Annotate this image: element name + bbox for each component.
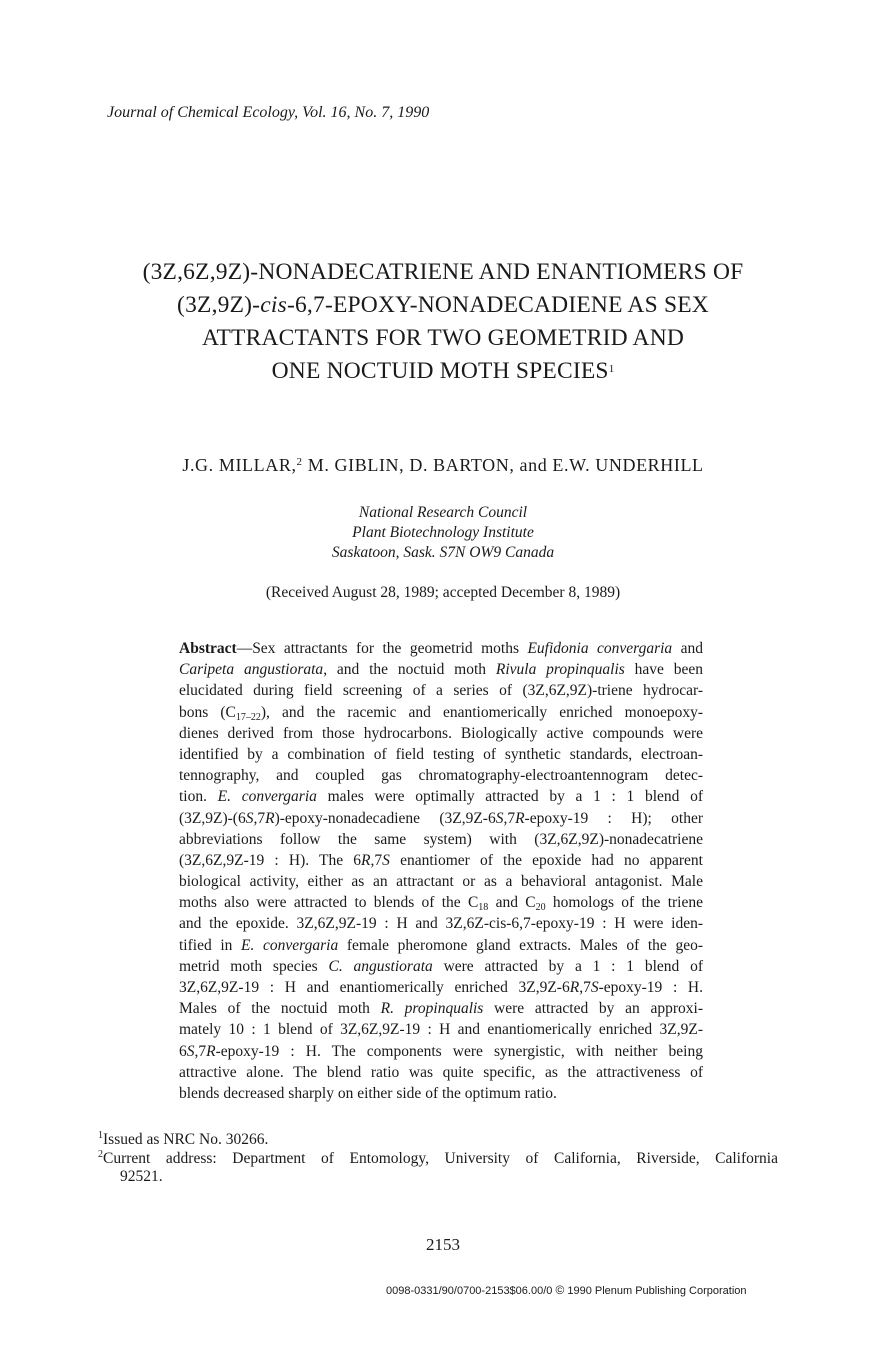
abstract-line	[179, 892, 703, 913]
abstract	[179, 638, 703, 1104]
title-line-2-italic: cis	[260, 292, 287, 318]
title-line-4	[60, 355, 826, 388]
subscript: 20	[535, 902, 546, 914]
title-footnote-mark: 1	[608, 363, 615, 375]
abstract-text: tified in	[179, 936, 242, 954]
abstract-text: tion.	[179, 788, 218, 806]
abstract-line	[179, 786, 703, 807]
author-list	[60, 455, 826, 476]
title-line-4-text: ONE NOCTUID MOTH SPECIES	[271, 358, 609, 384]
species-name: R. propinqualis	[380, 1000, 484, 1018]
stereo-descriptor: S	[495, 809, 504, 827]
abstract-line: dienes derived from those hydrocarbons. Biologically active compounds were	[179, 724, 703, 742]
abstract-text: males were optimally attracted by a 1 : 1 blend of	[316, 788, 703, 806]
stereo-descriptor: S	[186, 1042, 195, 1060]
affiliation-line-3: Saskatoon, Sask. S7N OW9 Canada	[331, 544, 555, 561]
stereo-descriptor: R	[569, 979, 580, 996]
abstract-text: ,7	[503, 809, 516, 827]
received-dates: (Received August 28, 1989; accepted December 8, 1989)	[265, 584, 621, 601]
other-authors: M. GIBLIN, D. BARTON, and E.W. UNDERHILL	[302, 455, 704, 475]
footnote-2-continued: 92521.	[120, 1168, 163, 1185]
title-line-2-b: -6,7-EPOXY-NONADECADIENE AS SEX	[286, 292, 709, 318]
species-name: E. convergaria	[241, 936, 339, 954]
abstract-text: moths also were attracted to blends of the C	[179, 894, 479, 912]
copyright-line	[386, 1283, 747, 1297]
affiliation-line-2: Plant Biotechnology Institute	[352, 524, 534, 541]
stereo-descriptor: R	[361, 851, 371, 869]
abstract-label: Abstract	[179, 640, 237, 657]
stereo-descriptor: S	[245, 809, 254, 827]
abstract-text: ,7	[579, 979, 591, 996]
abstract-line	[179, 702, 703, 723]
species-name: Caripeta angustiorata	[179, 661, 324, 679]
page-number: 2153	[426, 1235, 460, 1254]
abstract-dash: —	[236, 640, 253, 657]
abstract-text: female pheromone gland extracts. Males of the geo-	[338, 936, 703, 954]
copyright-icon: ©	[555, 1283, 565, 1297]
abstract-line: mately 10 : 1 blend of 3Z,6Z,9Z-19 : H and enantiomerically enriched 3Z,9Z-	[179, 1021, 703, 1039]
abstract-text: and	[672, 640, 703, 657]
footnote-1-mark: 1	[98, 1130, 103, 1141]
subscript: 17–22	[235, 711, 261, 723]
abstract-line	[179, 850, 703, 871]
footnote-1-text: Issued as NRC No. 30266.	[103, 1131, 269, 1148]
abstract-line: elucidated during field screening of a series of (3Z,6Z,9Z)-triene hydrocar-	[179, 682, 703, 700]
stereo-descriptor: R	[265, 809, 275, 827]
abstract-line: and the epoxide. 3Z,6Z,9Z-19 : H and 3Z,6Z-cis-6,7-epoxy-19 : H were iden-	[179, 915, 703, 933]
abstract-line: blends decreased sharply on either side of the optimum ratio.	[179, 1084, 557, 1102]
abstract-line	[179, 956, 703, 977]
abstract-text: ,7	[370, 851, 383, 869]
abstract-line	[179, 1041, 703, 1062]
article-title	[60, 256, 826, 388]
stereo-descriptor: S	[382, 851, 390, 869]
footnote-2	[98, 1150, 778, 1169]
footnotes	[98, 1131, 778, 1187]
abstract-line	[179, 659, 703, 680]
abstract-line: identified by a combination of field testing of synthetic standards, electroan-	[179, 745, 703, 763]
title-line-3: ATTRACTANTS FOR TWO GEOMETRID AND	[201, 325, 685, 351]
abstract-text: -epoxy-19 : H. The components were synergistic, with neither being	[215, 1042, 703, 1060]
price-code: 0098-0331/90/0700-2153$06.00/0	[386, 1285, 553, 1297]
abstract-line: tennography, and coupled gas chromatography-electroantennogram detec-	[179, 767, 703, 785]
abstract-text: 3Z,6Z,9Z-19 : H and enantiomerically enriched 3Z,9Z-6	[179, 979, 570, 996]
affiliation-line-1: National Research Council	[358, 504, 528, 521]
abstract-text: have been	[624, 661, 703, 679]
abstract-text: 6	[179, 1042, 187, 1060]
species-name: Eufidonia convergaria	[527, 640, 673, 657]
abstract-line: attractive alone. The blend ratio was quite specific, as the attractiveness of	[179, 1063, 703, 1081]
abstract-text: bons (C	[179, 703, 236, 721]
abstract-line	[179, 977, 703, 998]
abstract-text: Males of the noctuid moth	[179, 1000, 381, 1018]
abstract-text: enantiomer of the epoxide had no apparent	[389, 851, 703, 869]
abstract-text: ,7	[194, 1042, 207, 1060]
footnote-2-mark: 2	[98, 1148, 103, 1160]
title-line-2-a: (3Z,9Z)-	[177, 292, 261, 318]
abstract-text: (3Z,6Z,9Z-19 : H). The 6	[179, 851, 362, 869]
abstract-line	[179, 638, 703, 659]
abstract-line: biological activity, either as an attractant or as a behavioral antagonist. Male	[179, 873, 703, 891]
stereo-descriptor: R	[515, 809, 525, 827]
species-name: E. convergaria	[217, 788, 317, 806]
species-name: C. angustiorata	[328, 957, 433, 975]
abstract-line	[179, 935, 703, 956]
abstract-text: )-epoxy-nonadecadiene (3Z,9Z-6	[274, 809, 496, 827]
author-1: J.G. MILLAR,	[182, 455, 297, 475]
abstract-text: -epoxy-19 : H); other	[524, 809, 703, 827]
abstract-text: -epoxy-19 : H.	[598, 979, 703, 996]
author-footnote-mark: 2	[296, 456, 303, 468]
footnote-1	[98, 1131, 778, 1150]
journal-citation: Journal of Chemical Ecology, Vol. 16, No. 7, 1990	[107, 104, 430, 121]
abstract-text: Sex attractants for the geometrid moths	[252, 640, 528, 657]
abstract-text: , and the noctuid moth	[323, 661, 496, 679]
abstract-line: abbreviations follow the same system) with (3Z,6Z,9Z)-nonadecatriene	[179, 830, 703, 848]
footnote-2-text: Current address: Department of Entomology, University of California, Riverside, California	[103, 1149, 778, 1167]
stereo-descriptor: R	[206, 1042, 216, 1060]
abstract-text: ,7	[253, 809, 266, 827]
abstract-text: homologs of the triene	[545, 894, 703, 912]
publisher: 1990 Plenum Publishing Corporation	[567, 1285, 747, 1297]
title-line-2	[60, 289, 826, 322]
abstract-text: were attracted by a 1 : 1 blend of	[432, 957, 703, 975]
abstract-text: metrid moth species	[179, 957, 329, 975]
stereo-descriptor: S	[590, 979, 599, 996]
affiliation	[200, 503, 686, 563]
abstract-line	[179, 998, 703, 1019]
abstract-line	[179, 808, 703, 829]
species-name: Rivula propinqualis	[495, 661, 625, 679]
subscript: 18	[478, 902, 489, 914]
abstract-text: ), and the racemic and enantiomerically enriched monoepoxy-	[260, 703, 703, 721]
abstract-text: and C	[488, 894, 536, 912]
abstract-text: were attracted by an approxi-	[483, 1000, 703, 1018]
title-line-1: (3Z,6Z,9Z)-NONADECATRIENE AND ENANTIOMERS OF	[142, 259, 744, 285]
abstract-text: (3Z,9Z)-(6	[179, 809, 246, 827]
